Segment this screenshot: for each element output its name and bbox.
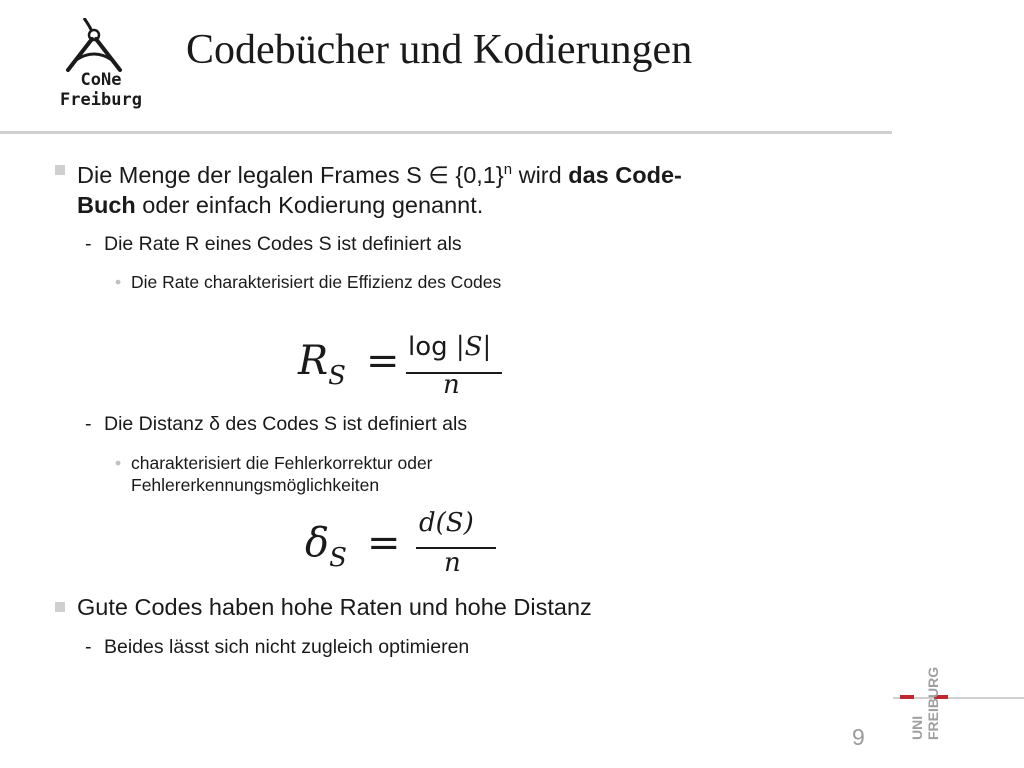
subbullet-distance-definition xyxy=(85,412,468,436)
formula-numerator: log |S| xyxy=(408,332,492,362)
bold-text: Buch xyxy=(77,191,136,218)
bullet-text: wird xyxy=(512,161,569,188)
dash-marker: - xyxy=(85,233,92,255)
bullet-good-codes xyxy=(77,592,897,622)
bullet-text: Gute Codes haben hohe Raten und hohe Distanz xyxy=(77,594,592,620)
bullet-text: Die Menge der legalen Frames S ∈ {0,1} xyxy=(77,161,504,188)
dot-marker: • xyxy=(115,272,122,292)
bullet-codebook xyxy=(77,155,897,220)
bullet-square-icon xyxy=(55,602,65,612)
dash-marker: - xyxy=(85,413,92,435)
svg-text:FREIBURG: FREIBURG xyxy=(925,666,941,740)
formula-lhs: $\delta_S$ xyxy=(305,520,347,573)
formula-rate xyxy=(298,330,518,400)
slide-title: Codebücher und Kodierungen xyxy=(186,27,693,73)
superscript-n: n xyxy=(503,161,513,178)
subbullet-text: Beides lässt sich nicht zugleich optimieren xyxy=(104,636,470,658)
dash-marker: - xyxy=(85,636,92,658)
subbullet-text: Die Distanz δ des Codes S ist definiert als xyxy=(104,413,468,435)
subbullet-text: Die Rate R eines Codes S ist definiert als xyxy=(104,233,462,255)
dot-marker: • xyxy=(115,453,122,473)
subsubbullet-text: Die Rate charakterisiert die Effizienz des Codes xyxy=(131,272,502,292)
page-number: 9 xyxy=(852,724,865,750)
logo-line-2: Freiburg xyxy=(60,90,142,110)
formula-denominator: n xyxy=(443,370,460,400)
subbullet-tradeoff xyxy=(85,635,470,659)
bold-text: das Code- xyxy=(568,161,682,188)
equals-sign: = xyxy=(367,520,401,566)
bullet-square-icon xyxy=(55,165,65,175)
equals-sign: = xyxy=(366,338,400,384)
bullet-text: oder einfach Kodierung genannt. xyxy=(135,191,484,218)
subsubbullet-rate-efficiency xyxy=(115,271,691,293)
uni-freiburg-logo xyxy=(900,640,960,750)
svg-text:UNI: UNI xyxy=(909,715,925,740)
formula-lhs: $R_S$ xyxy=(298,338,346,391)
subbullet-rate-definition xyxy=(85,232,462,256)
formula-distance xyxy=(305,506,525,582)
formula-denominator: n xyxy=(444,548,461,578)
subsubbullet-error-correction xyxy=(115,452,691,496)
subsubbullet-text: charakterisiert die Fehlerkorrektur oder xyxy=(131,453,433,473)
formula-numerator: d(S) xyxy=(419,508,474,538)
subsubbullet-text: Fehlererkennungsmöglichkeiten xyxy=(131,475,380,495)
logo-line-1: CoNe xyxy=(80,70,122,90)
